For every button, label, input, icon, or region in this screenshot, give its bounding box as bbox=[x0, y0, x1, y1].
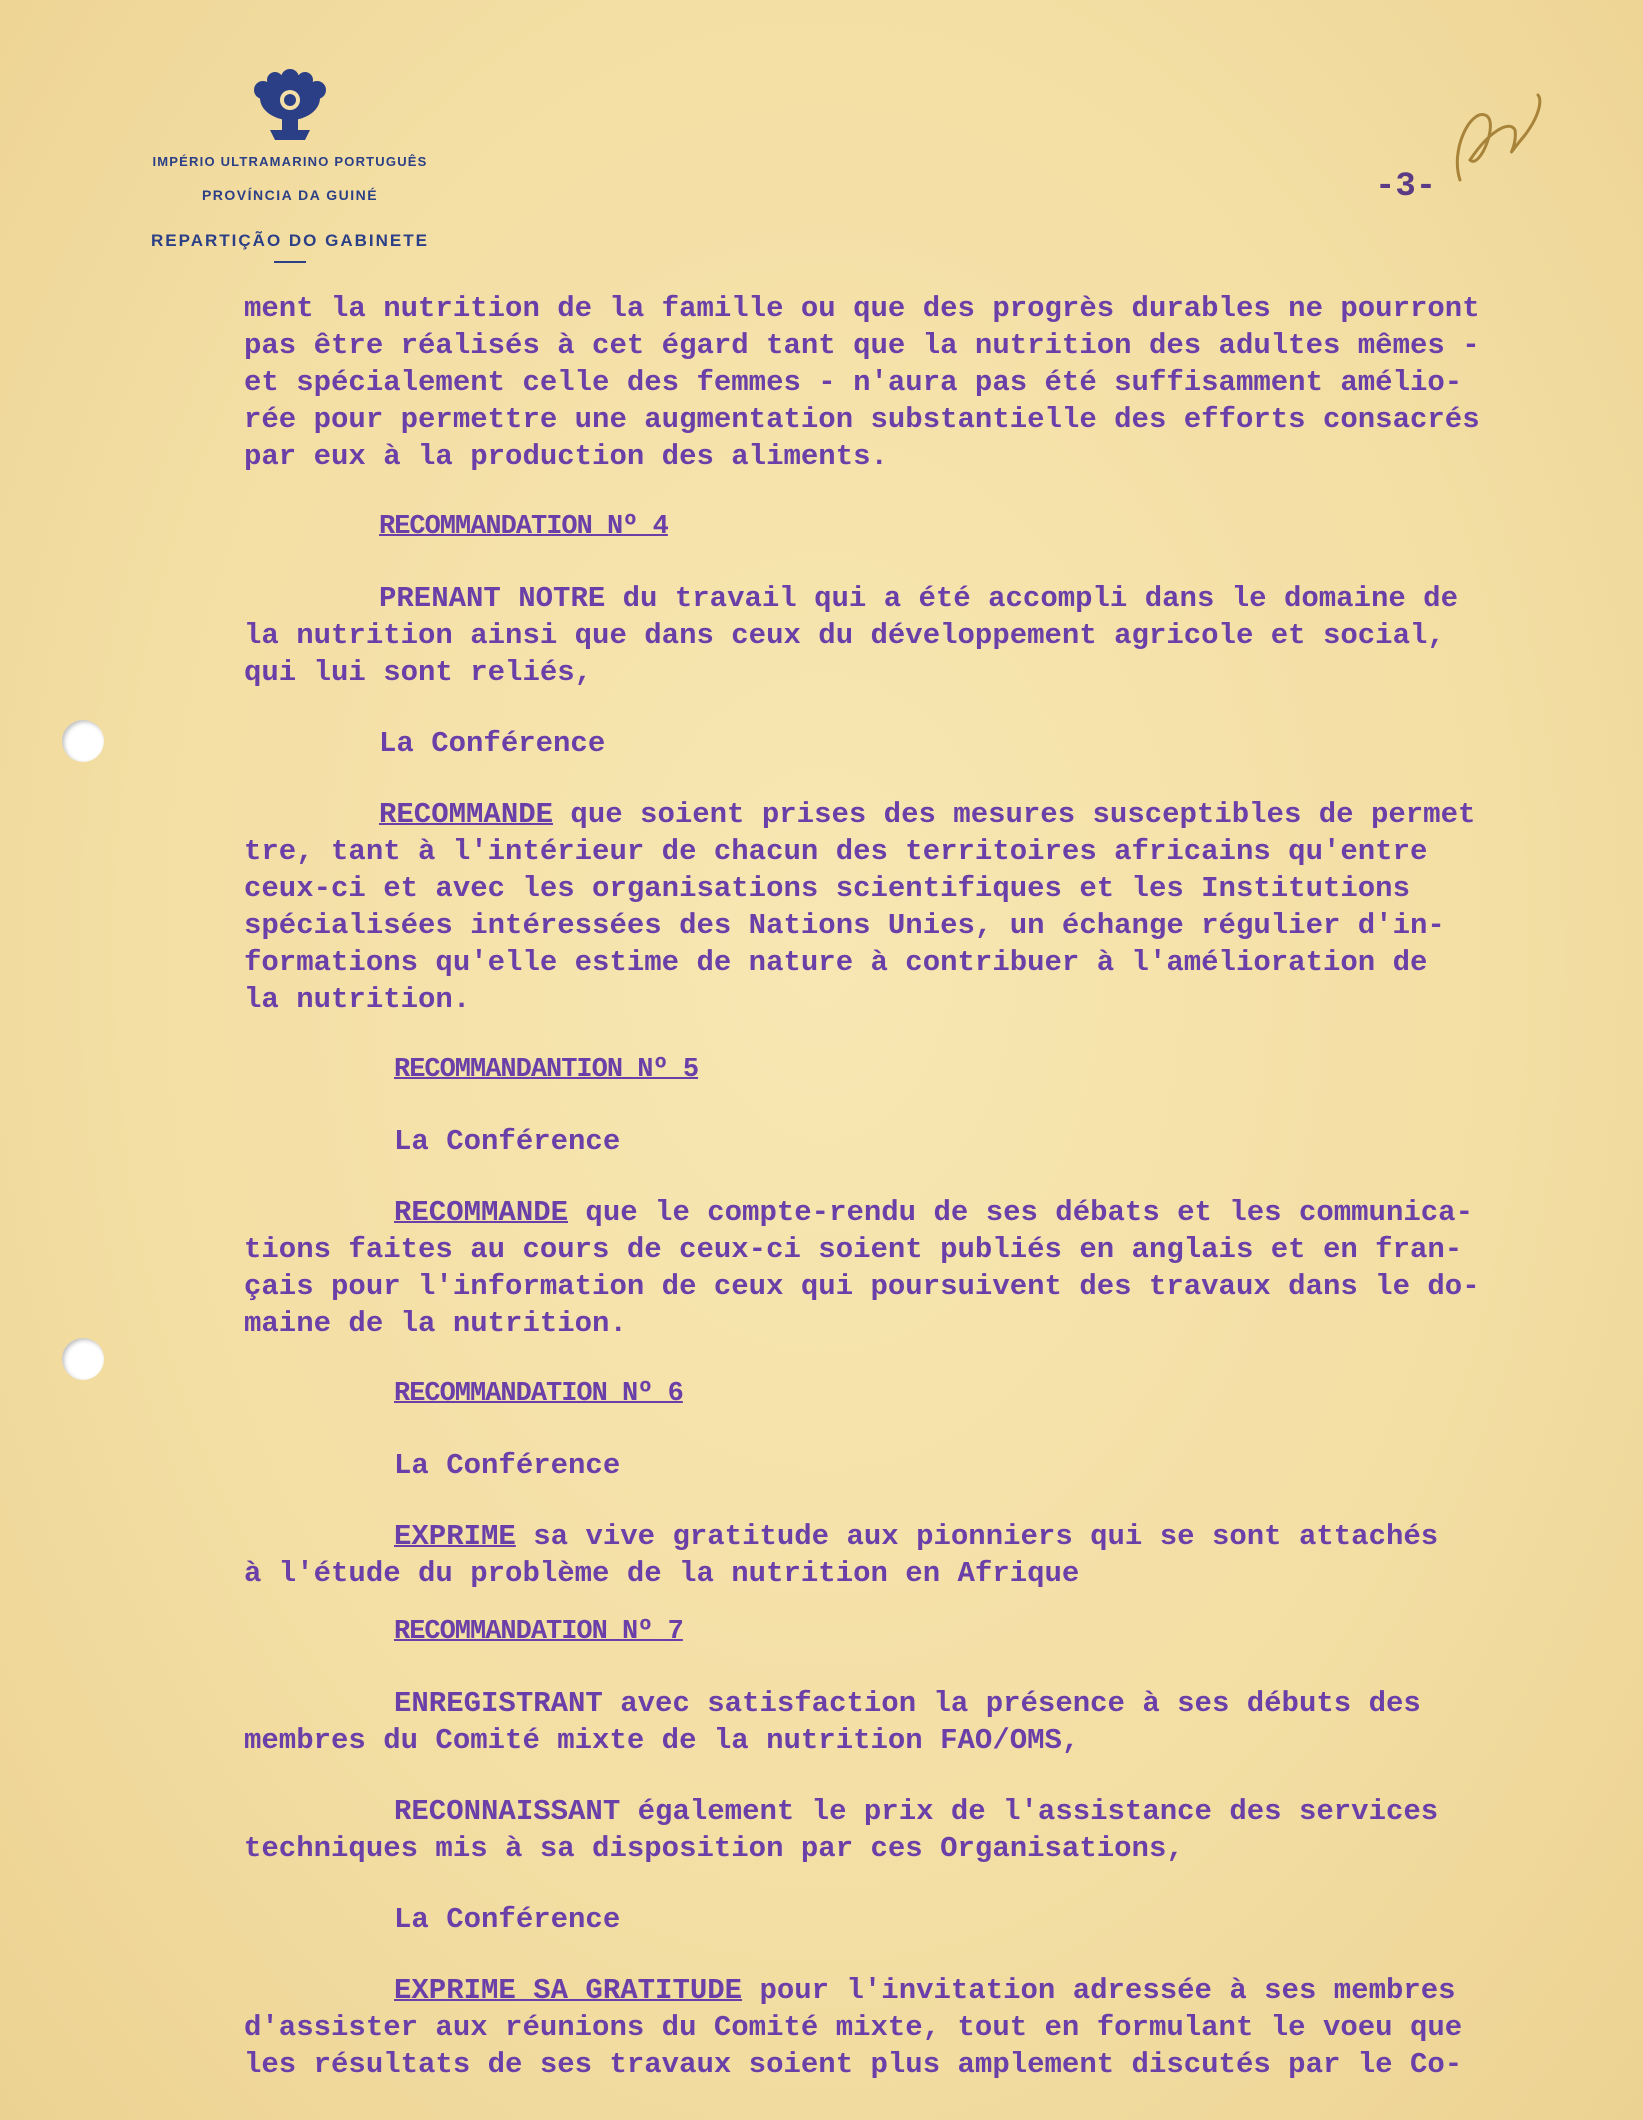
text-line: ceux-ci et avec les organisations scientifiques et les Institutions bbox=[244, 872, 1410, 905]
rec7-action-rest: pour l'invitation adressée à ses membres bbox=[742, 1974, 1456, 2007]
recommendation-7-heading: RECOMMANDATION Nº 7 bbox=[394, 1617, 683, 1647]
rec7-para1-rest: avec satisfaction la présence à ses débuts des bbox=[602, 1687, 1421, 1720]
recommendation-4-heading: RECOMMANDATION Nº 4 bbox=[379, 512, 668, 542]
rec4-action-line bbox=[244, 796, 1634, 833]
text-line: par eux à la production des aliments. bbox=[244, 440, 888, 473]
rec4-action: RECOMMANDE bbox=[379, 798, 554, 831]
rec7-action-line bbox=[244, 1972, 1634, 2009]
rec4-action-rest: que soient prises des mesures susceptibles de permet bbox=[553, 798, 1476, 831]
punch-hole-bottom bbox=[62, 1338, 104, 1380]
letterhead-province: PROVÍNCIA DA GUINÉ bbox=[201, 187, 379, 203]
text-line: à l'étude du problème de la nutrition en Afrique bbox=[244, 1557, 1080, 1590]
text-line: maine de la nutrition. bbox=[244, 1307, 627, 1340]
rec7-conference: La Conférence bbox=[394, 1903, 621, 1936]
text-line: la nutrition. bbox=[244, 983, 471, 1016]
rec7-para2-rest: également le prix de l'assistance des services bbox=[620, 1795, 1439, 1828]
rec6-action: EXPRIME bbox=[394, 1520, 516, 1553]
text-line: membres du Comité mixte de la nutrition FAO/OMS, bbox=[244, 1724, 1080, 1757]
recommendation-5-heading: RECOMMANDANTION Nº 5 bbox=[394, 1055, 699, 1085]
rec5-action-line bbox=[244, 1194, 1634, 1231]
rec7-para2-line bbox=[244, 1793, 1634, 1830]
letterhead-rule bbox=[274, 261, 306, 263]
rec4-conference: La Conférence bbox=[379, 727, 606, 760]
page-number: -3- bbox=[1375, 168, 1437, 206]
rec7-action: EXPRIME SA GRATITUDE bbox=[394, 1974, 743, 2007]
rec7-para2-lead: RECONNAISSANT bbox=[394, 1795, 621, 1828]
text-line: la nutrition ainsi que dans ceux du développement agricole et social, bbox=[244, 619, 1445, 652]
rec7-para1-lead: ENREGISTRANT bbox=[394, 1687, 603, 1720]
letterhead-empire: IMPÉRIO ULTRAMARINO PORTUGUÊS bbox=[152, 154, 428, 169]
rec4-line bbox=[244, 580, 1634, 617]
rec5-conference: La Conférence bbox=[394, 1125, 621, 1158]
text-line: pas être réalisés à cet égard tant que la nutrition des adultes mêmes - bbox=[244, 329, 1480, 362]
recommendation-6-heading: RECOMMANDATION Nº 6 bbox=[394, 1379, 683, 1409]
rec5-action-rest: que le compte-rendu de ses débats et les communica- bbox=[568, 1196, 1473, 1229]
coat-of-arms-icon bbox=[245, 68, 335, 148]
handwritten-initials-icon bbox=[1430, 90, 1570, 190]
rec6-action-line bbox=[244, 1518, 1634, 1555]
text-line: çais pour l'information de ceux qui poursuivent des travaux dans le do- bbox=[244, 1270, 1480, 1303]
text-line: rée pour permettre une augmentation substantielle des efforts consacrés bbox=[244, 403, 1480, 436]
text-line: techniques mis à sa disposition par ces Organisations, bbox=[244, 1832, 1184, 1865]
text-line: ment la nutrition de la famille ou que des progrès durables ne pourront bbox=[244, 292, 1480, 325]
rec4-line-rest: NOTRE du travail qui a été accompli dans le domaine de bbox=[500, 582, 1458, 615]
punch-hole-top bbox=[62, 720, 104, 762]
intro-paragraph bbox=[244, 290, 1634, 475]
rec5-action: RECOMMANDE bbox=[394, 1196, 569, 1229]
text-line: tions faites au cours de ceux-ci soient publiés en anglais et en fran- bbox=[244, 1233, 1463, 1266]
text-line: spécialisées intéressées des Nations Unies, un échange régulier d'in- bbox=[244, 909, 1445, 942]
document-body bbox=[244, 290, 1634, 2083]
letterhead-department: REPARTIÇÃO DO GABINETE bbox=[151, 231, 429, 250]
rec4-lead: PRENANT bbox=[379, 582, 501, 615]
letterhead bbox=[80, 68, 500, 263]
text-line: qui lui sont reliés, bbox=[244, 656, 593, 689]
rec6-action-rest: sa vive gratitude aux pionniers qui se sont attachés bbox=[515, 1520, 1439, 1553]
rec6-conference: La Conférence bbox=[394, 1449, 621, 1482]
text-line: les résultats de ses travaux soient plus amplement discutés par le Co- bbox=[244, 2048, 1463, 2081]
text-line: d'assister aux réunions du Comité mixte, tout en formulant le voeu que bbox=[244, 2011, 1463, 2044]
rec7-para1-line bbox=[244, 1685, 1634, 1722]
text-line: et spécialement celle des femmes - n'aura pas été suffisamment amélio- bbox=[244, 366, 1463, 399]
text-line: tre, tant à l'intérieur de chacun des territoires africains qu'entre bbox=[244, 835, 1428, 868]
text-line: formations qu'elle estime de nature à contribuer à l'amélioration de bbox=[244, 946, 1428, 979]
